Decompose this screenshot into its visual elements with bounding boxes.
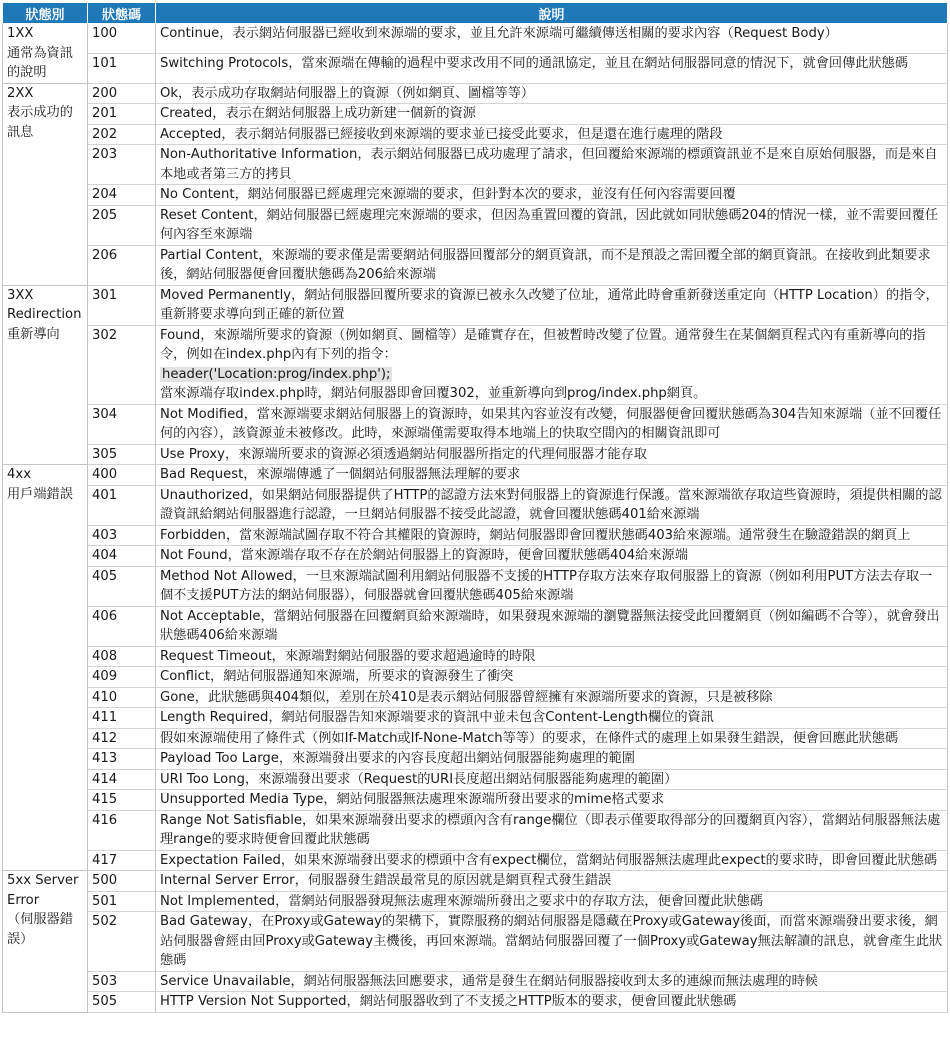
table-row: [3, 124, 948, 145]
table-header-row: [3, 3, 948, 24]
status-code-cell: 503: [88, 971, 156, 992]
table-row: [3, 566, 948, 606]
status-code-cell: 204: [88, 185, 156, 206]
description-text: Continue，表示網站伺服器已經收到來源端的要求，並且允許來源端可繼續傳送相關的要求內容（Request Body）: [160, 26, 838, 41]
description-cell: [156, 285, 948, 325]
description-text: 假如來源端使用了條件式（例如If-Match或If-None-Match等等）的要求，在條件式的處理上如果發生錯誤，便會回應此狀態碼: [160, 730, 899, 746]
table-row: [3, 485, 948, 525]
description-cell: [156, 525, 948, 546]
header-code: 狀態碼: [88, 3, 156, 24]
status-code-cell: 405: [88, 566, 156, 606]
description-cell: [156, 606, 948, 646]
description-cell: [156, 145, 948, 185]
description-cell: [156, 790, 948, 811]
description-text: Internal Server Error，伺服器發生錯誤最常見的原因就是網頁程式發生錯誤: [160, 873, 612, 888]
table-row: [3, 992, 948, 1013]
description-cell: [156, 728, 948, 749]
description-text: Not Found，當來源端存取不存在於網站伺服器上的資源時，便會回覆狀態碼404給來源端: [160, 548, 688, 563]
category-cell: 3XX Redirection 重新導向: [3, 285, 88, 465]
description-cell: [156, 465, 948, 486]
category-cell: 4xx 用戶端錯誤: [3, 465, 88, 871]
description-text: Reset Content，網站伺服器已經處理完來源端的要求，但因為重置回覆的資訊，因此就如同狀態碼204的情況一樣，並不需要回覆任何內容至來源端: [160, 207, 939, 242]
description-text: Payload Too Large，來源端發出要求的內容長度超出網站伺服器能夠處理的範圍: [160, 751, 635, 766]
status-code-cell: 502: [88, 912, 156, 972]
table-row: [3, 104, 948, 125]
status-code-cell: 409: [88, 667, 156, 688]
description-cell: [156, 749, 948, 770]
status-code-cell: 416: [88, 810, 156, 850]
table-row: [3, 728, 948, 749]
description-text-continued: 當來源端存取index.php時，網站伺服器即會回覆302，並重新導向到prog/index.php網頁。: [160, 386, 707, 401]
description-cell: [156, 24, 948, 54]
table-row: [3, 546, 948, 567]
category-cell: 5xx Server Error （伺服器錯誤）: [3, 871, 88, 1013]
status-code-cell: 401: [88, 485, 156, 525]
description-cell: [156, 992, 948, 1013]
description-text: Conflict，網站伺服器通知來源端，所要求的資源發生了衝突: [160, 669, 514, 684]
description-cell: [156, 485, 948, 525]
status-code-cell: 403: [88, 525, 156, 546]
description-cell: [156, 769, 948, 790]
table-row: [3, 285, 948, 325]
table-row: [3, 83, 948, 104]
status-code-table-wrapper: [2, 2, 947, 1013]
table-row: [3, 205, 948, 245]
description-text: Not Implemented，當網站伺服器發現無法處理來源端所發出之要求中的存取方法，便會回覆此狀態碼: [160, 893, 764, 909]
table-body: [3, 24, 948, 1013]
description-text: Bad Gateway，在Proxy或Gateway的架構下，實際服務的網站伺服器是隱藏在Proxy或Gateway後面，而當來源端發出要求後，網站伺服器會經由回Proxy或Gateway主機後，再回來源端。當網站伺服器回覆了一個Proxy或Gateway無法解讀的訊息，就會產生此狀態碼: [160, 914, 943, 968]
header-category: 狀態別: [3, 3, 88, 24]
description-text: Accepted，表示網站伺服器已經接收到來源端的要求並已接受此要求，但是還在進行處理的階段: [160, 126, 723, 142]
description-text: Created，表示在網站伺服器上成功新建一個新的資源: [160, 106, 476, 121]
table-row: [3, 971, 948, 992]
description-cell: [156, 871, 948, 892]
table-row: [3, 810, 948, 850]
description-cell: [156, 245, 948, 285]
table-row: [3, 606, 948, 646]
table-row: [3, 687, 948, 708]
description-text: Found，來源端所要求的資源（例如網頁、圖檔等）是確實存在，但被暫時改變了位置。通常發生在某個網頁程式內有重新導向的指令，例如在index.php內有下列的指令：: [160, 327, 926, 362]
status-code-cell: 501: [88, 891, 156, 912]
description-text: Not Modified，當來源端要求網站伺服器上的資源時，如果其內容並沒有改變，伺服器便會回覆狀態碼為304告知來源端（並不回覆任何的內容），該資源並未被修改。此時，來源端僅需要取得本地端上的快取空間內的相關資訊即可: [160, 406, 942, 441]
status-code-cell: 500: [88, 871, 156, 892]
status-code-cell: 414: [88, 769, 156, 790]
description-cell: [156, 53, 948, 83]
description-text: Length Required，網站伺服器告知來源端要求的資訊中並未包含Content-Length欄位的資訊: [160, 710, 714, 725]
table-row: [3, 444, 948, 465]
description-text: Switching Protocols，當來源端在傳輸的過程中要求改用不同的通訊協定，並且在網站伺服器同意的情況下，就會回傳此狀態碼: [160, 55, 909, 71]
description-text: Use Proxy，來源端所要求的資源必須透過網站伺服器所指定的代理伺服器才能存取: [160, 446, 647, 462]
status-code-cell: 304: [88, 404, 156, 444]
status-code-cell: 202: [88, 124, 156, 145]
table-row: [3, 185, 948, 206]
status-code-cell: 505: [88, 992, 156, 1013]
description-text: HTTP Version Not Supported，網站伺服器收到了不支援之HTTP版本的要求，便會回覆此狀態碼: [160, 994, 737, 1009]
description-text: Unsupported Media Type，網站伺服器無法處理來源端所發出要求的mime格式要求: [160, 792, 665, 807]
status-code-cell: 200: [88, 83, 156, 104]
table-row: [3, 525, 948, 546]
description-cell: [156, 971, 948, 992]
header-description: 說明: [156, 3, 948, 24]
table-row: [3, 891, 948, 912]
description-cell: [156, 325, 948, 404]
table-row: [3, 53, 948, 83]
status-code-cell: 404: [88, 546, 156, 567]
status-code-cell: 417: [88, 850, 156, 871]
description-cell: [156, 667, 948, 688]
description-text: Service Unavailable，網站伺服器無法回應要求，通常是發生在網站伺服器接收到太多的連線而無法處理的時候: [160, 973, 818, 989]
table-row: [3, 769, 948, 790]
table-row: [3, 667, 948, 688]
table-row: [3, 245, 948, 285]
status-code-cell: 415: [88, 790, 156, 811]
description-cell: [156, 205, 948, 245]
status-code-cell: 301: [88, 285, 156, 325]
code-snippet: header('Location:prog/index.php');: [162, 366, 391, 382]
status-code-cell: 205: [88, 205, 156, 245]
status-code-cell: 101: [88, 53, 156, 83]
table-row: [3, 404, 948, 444]
status-code-cell: 305: [88, 444, 156, 465]
description-text: Gone，此狀態碼與404類似，差別在於410是表示網站伺服器曾經擁有來源端所要求的資源，只是被移除: [160, 689, 773, 705]
table-row: [3, 871, 948, 892]
status-code-cell: 413: [88, 749, 156, 770]
table-row: [3, 790, 948, 811]
description-text: Non-Authoritative Information，表示網站伺服器已成功處理了請求，但回覆給來源端的標頭資訊並不是來自原始伺服器，而是來自本地或者第三方的拷貝: [160, 147, 938, 182]
table-row: [3, 145, 948, 185]
status-code-cell: 206: [88, 245, 156, 285]
description-cell: [156, 444, 948, 465]
description-text: URI Too Long，來源端發出要求（Request的URI長度超出網站伺服器能夠處理的範圍）: [160, 771, 678, 787]
table-row: [3, 325, 948, 404]
description-cell: [156, 912, 948, 972]
category-cell: 1XX 通常為資訊的說明: [3, 24, 88, 84]
description-text: Method Not Allowed，一旦來源端試圖利用網站伺服器不支援的HTTP存取方法來存取伺服器上的資源（例如利用PUT方法去存取一個不支援PUT方法的網站伺服器），伺服器就會回覆狀態碼405給來源端: [160, 568, 933, 603]
table-row: [3, 912, 948, 972]
table-row: [3, 708, 948, 729]
table-row: [3, 24, 948, 54]
status-code-cell: 302: [88, 325, 156, 404]
description-text: Partial Content，來源端的要求僅是需要網站伺服器回覆部分的網頁資訊，而不是預設之需回覆全部的網頁資訊。在接收到此類要求後，網站伺服器便會回覆狀態碼為206給來源端: [160, 247, 931, 282]
status-code-cell: 203: [88, 145, 156, 185]
description-cell: [156, 810, 948, 850]
status-code-cell: 410: [88, 687, 156, 708]
status-code-cell: 408: [88, 646, 156, 667]
description-cell: [156, 185, 948, 206]
description-cell: [156, 404, 948, 444]
status-code-cell: 411: [88, 708, 156, 729]
description-cell: [156, 566, 948, 606]
description-text: Not Acceptable，當網站伺服器在回覆網頁給來源端時，如果發現來源端的瀏覽器無法接受此回覆網頁（例如編碼不合等），就會發出狀態碼406給來源端: [160, 608, 940, 643]
description-text: Ok，表示成功存取網站伺服器上的資源（例如網頁、圖檔等等）: [160, 85, 535, 101]
description-cell: [156, 687, 948, 708]
http-status-code-table: [2, 2, 948, 1013]
status-code-cell: 100: [88, 24, 156, 54]
description-cell: [156, 850, 948, 871]
table-row: [3, 749, 948, 770]
description-cell: [156, 83, 948, 104]
description-text: Forbidden，當來源端試圖存取不符合其權限的資源時，網站伺服器即會回覆狀態碼403給來源端。通常發生在驗證錯誤的網頁上: [160, 527, 911, 543]
description-cell: [156, 124, 948, 145]
status-code-cell: 400: [88, 465, 156, 486]
description-cell: [156, 891, 948, 912]
table-row: [3, 646, 948, 667]
description-text: Bad Request，來源端傳遞了一個網站伺服器無法理解的要求: [160, 467, 521, 482]
description-text: Range Not Satisfiable，如果來源端發出要求的標頭內含有range欄位（即表示僅要取得部分的回覆網頁內容），當網站伺服器無法處理range的要求時便會回覆此狀態碼: [160, 812, 941, 847]
status-code-cell: 201: [88, 104, 156, 125]
table-row: [3, 850, 948, 871]
description-cell: [156, 708, 948, 729]
status-code-cell: 406: [88, 606, 156, 646]
description-cell: [156, 646, 948, 667]
category-cell: 2XX 表示成功的訊息: [3, 83, 88, 285]
description-text: Moved Permanently，網站伺服器回覆所要求的資源已被永久改變了位址，通常此時會重新發送重定向（HTTP Location）的指令，重新將要求導向到正確的新位置: [160, 287, 939, 322]
description-cell: [156, 546, 948, 567]
description-text: Request Timeout，來源端對網站伺服器的要求超過逾時的時限: [160, 648, 536, 664]
status-code-cell: 412: [88, 728, 156, 749]
table-row: [3, 465, 948, 486]
description-cell: [156, 104, 948, 125]
description-text: Expectation Failed，如果來源端發出要求的標頭中含有expect欄位，當網站伺服器無法處理此expect的要求時，即會回覆此狀態碼: [160, 852, 938, 868]
description-text: Unauthorized，如果網站伺服器提供了HTTP的認證方法來對伺服器上的資源進行保護。當來源端欲存取這些資源時，須提供相關的認證資訊給網站伺服器進行認證，一旦網站伺服器不接受此認證，就會回覆狀態碼401給來源端: [160, 487, 942, 522]
description-text: No Content，網站伺服器已經處理完來源端的要求，但針對本次的要求，並沒有任何內容需要回覆: [160, 187, 736, 202]
